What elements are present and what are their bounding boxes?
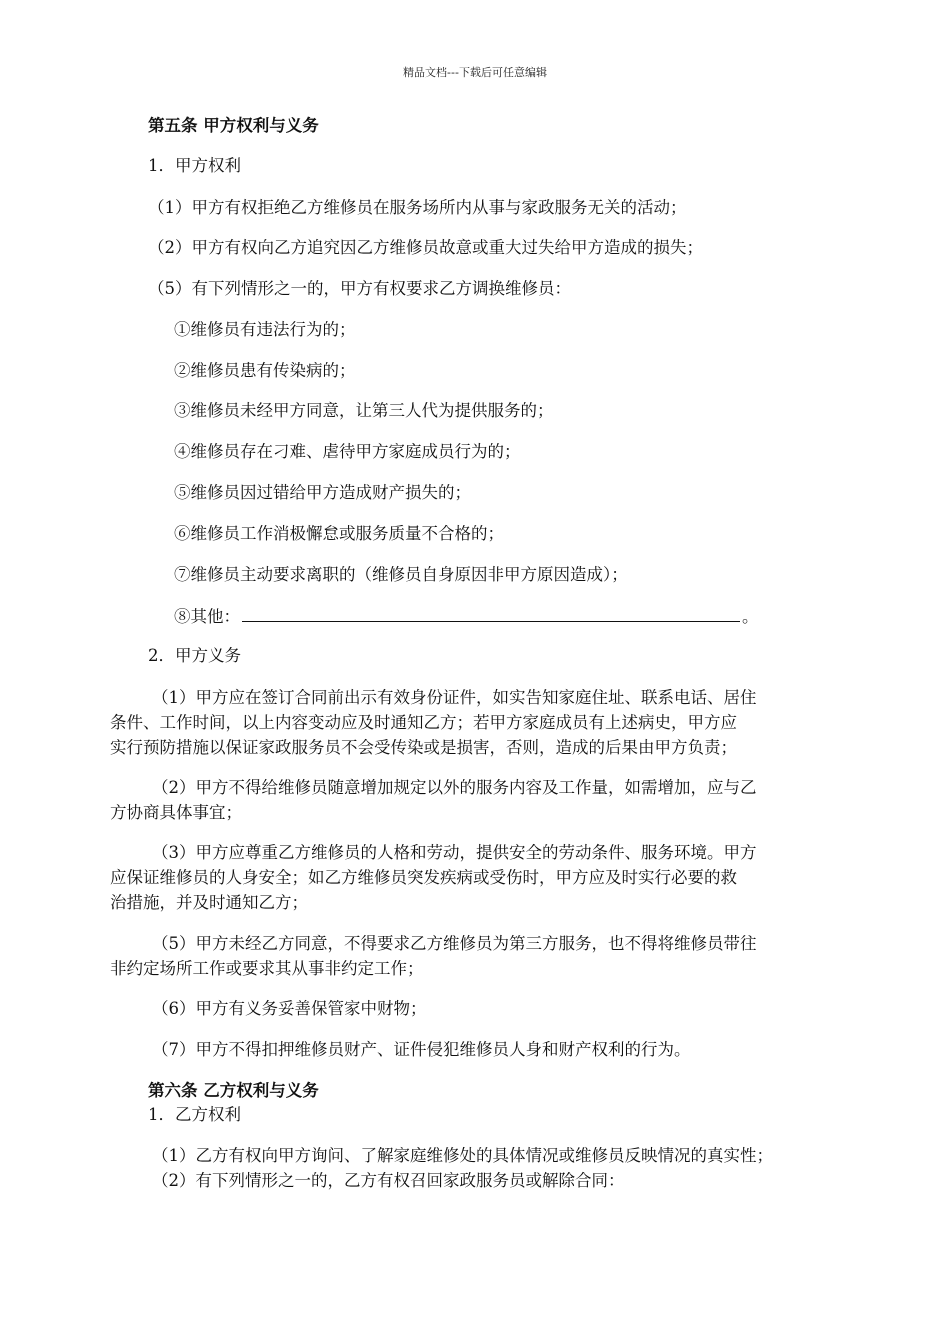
article6-rights-heading: 1．乙方权利 bbox=[148, 1105, 241, 1124]
condition-8-label: ⑧其他： bbox=[174, 607, 240, 626]
condition-4: ④维修员存在刁难、虐待甲方家庭成员行为的； bbox=[174, 442, 521, 461]
condition-2: ②维修员患有传染病的； bbox=[174, 361, 356, 380]
fill-in-blank-line bbox=[242, 605, 740, 622]
article5-right-5: （5）有下列情形之一的，甲方有权要求乙方调换维修员： bbox=[148, 279, 571, 298]
condition-7: ⑦维修员主动要求离职的（维修员自身原因非甲方原因造成）； bbox=[174, 565, 628, 584]
condition-5: ⑤维修员因过错给甲方造成财产损失的； bbox=[174, 483, 471, 502]
duty-5-line-1: （5）甲方未经乙方同意，不得要求乙方维修员为第三方服务，也不得将维修员带往 bbox=[152, 934, 757, 953]
duty-3-line-2: 应保证维修员的人身安全；如乙方维修员突发疾病或受伤时，甲方应及时实行必要的救 bbox=[110, 868, 737, 887]
condition-8-end: 。 bbox=[742, 607, 759, 626]
article5-rights-heading: 1．甲方权利 bbox=[148, 156, 241, 175]
duty-2-line-2: 方协商具体事宜； bbox=[110, 803, 242, 822]
condition-8 bbox=[174, 605, 759, 627]
duty-5-line-2: 非约定场所工作或要求其从事非约定工作； bbox=[110, 959, 424, 978]
condition-3: ③维修员未经甲方同意，让第三人代为提供服务的； bbox=[174, 401, 554, 420]
article6-right-1: （1）乙方有权向甲方询问、了解家庭维修处的具体情况或维修员反映情况的真实性； bbox=[152, 1146, 773, 1165]
duty-6: （6）甲方有义务妥善保管家中财物； bbox=[152, 999, 427, 1018]
duty-3-line-3: 治措施，并及时通知乙方； bbox=[110, 893, 308, 912]
duty-2-line-1: （2）甲方不得给维修员随意增加规定以外的服务内容及工作量，如需增加，应与乙 bbox=[152, 778, 757, 797]
page-header: 精品文档---下载后可任意编辑 bbox=[403, 66, 547, 79]
duty-1-line-3: 实行预防措施以保证家政服务员不会受传染或是损害，否则，造成的后果由甲方负责； bbox=[110, 738, 737, 757]
article5-duties-heading: 2．甲方义务 bbox=[148, 646, 241, 665]
condition-6: ⑥维修员工作消极懈怠或服务质量不合格的； bbox=[174, 524, 504, 543]
article5-title: 第五条 甲方权利与义务 bbox=[148, 116, 319, 135]
duty-7: （7）甲方不得扣押维修员财产、证件侵犯维修员人身和财产权利的行为。 bbox=[152, 1040, 691, 1059]
article6-right-2: （2）有下列情形之一的，乙方有权召回家政服务员或解除合同： bbox=[152, 1171, 625, 1190]
duty-1-line-1: （1）甲方应在签订合同前出示有效身份证件，如实告知家庭住址、联系电话、居住 bbox=[152, 688, 757, 707]
condition-1: ①维修员有违法行为的； bbox=[174, 320, 356, 339]
duty-3-line-1: （3）甲方应尊重乙方维修员的人格和劳动，提供安全的劳动条件、服务环境。甲方 bbox=[152, 843, 757, 862]
article5-right-1: （1）甲方有权拒绝乙方维修员在服务场所内从事与家政服务无关的活动； bbox=[148, 198, 687, 217]
article6-title: 第六条 乙方权利与义务 bbox=[148, 1081, 319, 1100]
article5-right-2: （2）甲方有权向乙方追究因乙方维修员故意或重大过失给甲方造成的损失； bbox=[148, 238, 703, 257]
duty-1-line-2: 条件、工作时间，以上内容变动应及时通知乙方；若甲方家庭成员有上述病史，甲方应 bbox=[110, 713, 737, 732]
